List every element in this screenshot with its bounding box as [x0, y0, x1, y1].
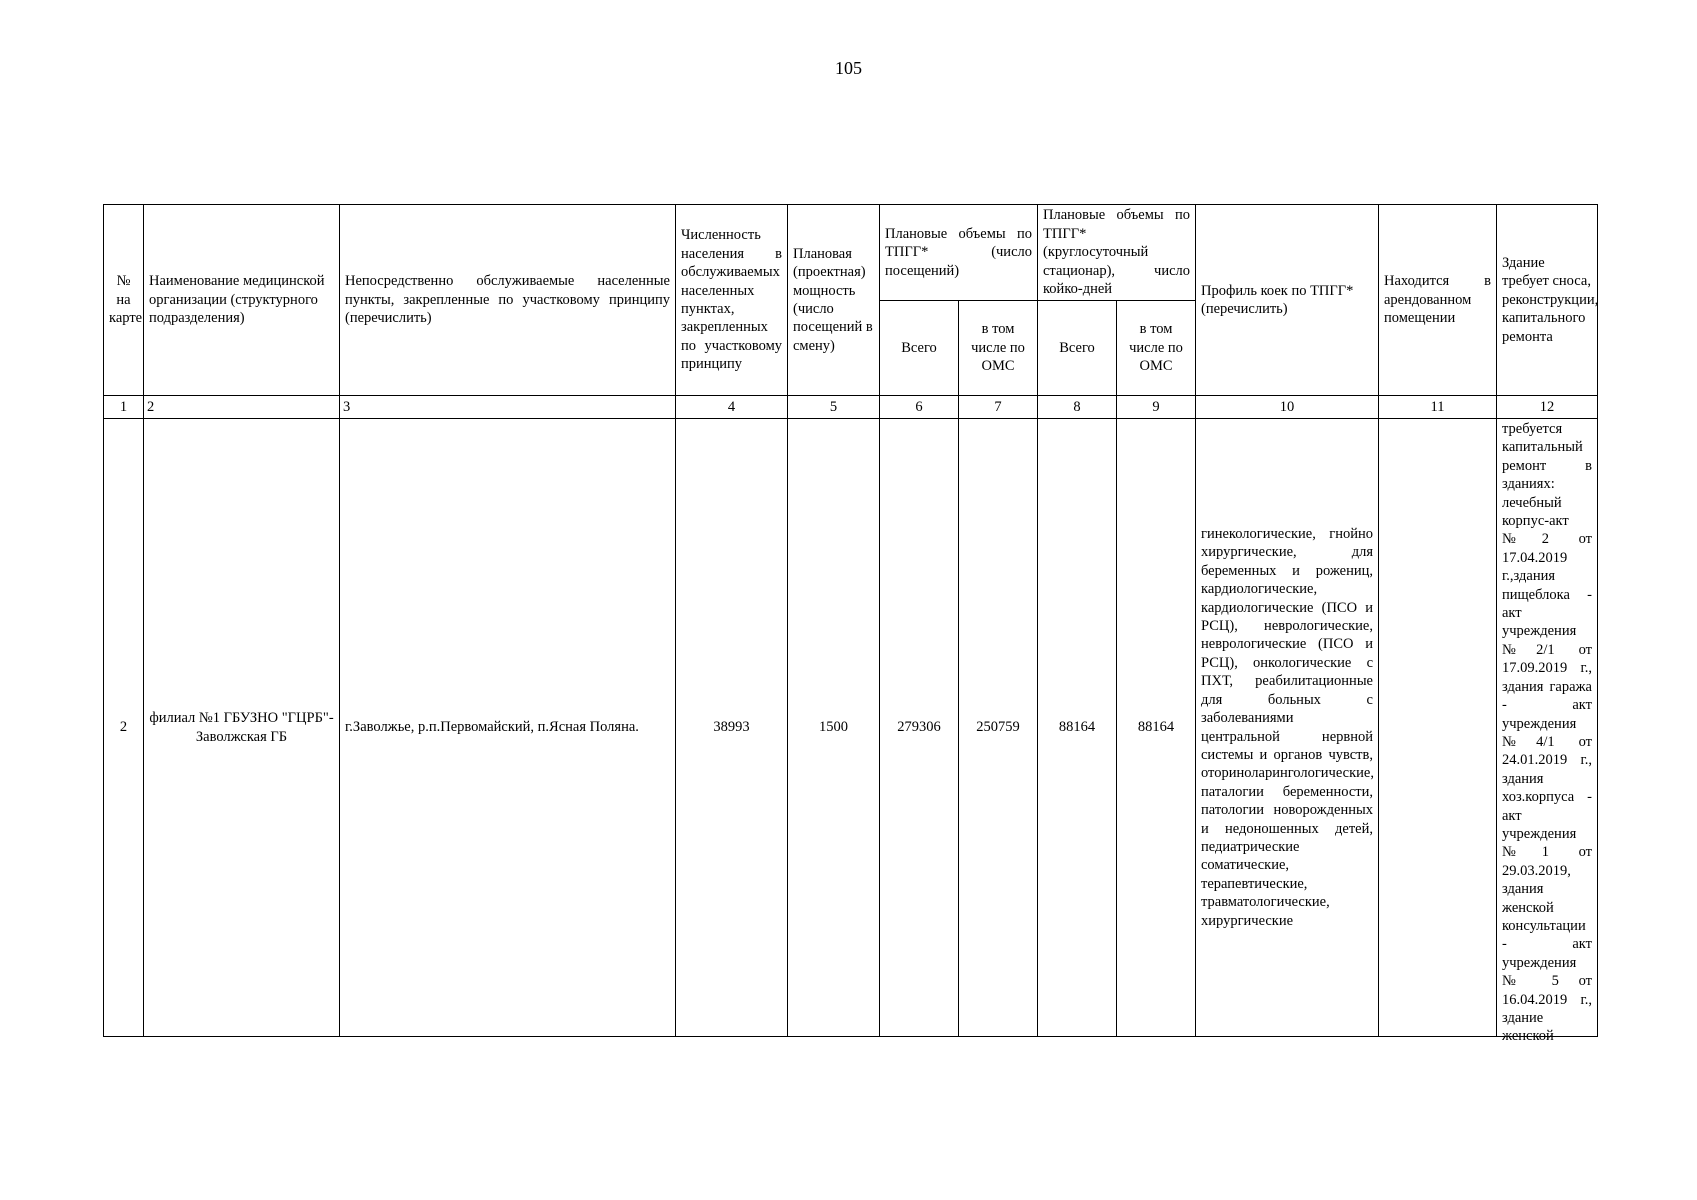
row-organization: филиал №1 ГБУЗНО "ГЦРБ"-Заволжская ГБ: [144, 419, 340, 1037]
row-bed-days-oms: 88164: [1117, 419, 1196, 1037]
column-number: 5: [788, 396, 880, 419]
header-planned-visits: Плановые объемы по ТПГГ* (число посещений): [880, 205, 1038, 301]
column-number: 9: [1117, 396, 1196, 419]
row-building-repair-cell: [1497, 419, 1598, 1045]
page-number: 105: [835, 58, 862, 78]
header-row: [104, 205, 1598, 301]
subheader-visits-total: Всего: [880, 301, 959, 396]
row-bed-profiles: гинекологические, гнойно хирургические, для беременных и рожениц, кардиологические, кардиологические (ПСО и РСЦ), неврологические, неврологические (ПСО и РСЦ), онкологические с ПХТ, реабилитационные для больных с заболеваниями центральной нервной системы и органов чувств, оториноларингологические, паталогии беременности, патологии новорожденных и недоношенных детей, педиатрические соматические, терапевтические, травматологические, хирургические: [1196, 419, 1379, 1037]
column-number: 1: [104, 396, 144, 419]
header-settlements: Непосредственно обслуживаемые населенные пункты, закрепленные по участковому принципу (перечислить): [340, 205, 676, 396]
column-number: 6: [880, 396, 959, 419]
row-building-repair: требуется капитальный ремонт в зданиях: лечебный корпус-акт №2 от 17.04.2019 г.,здания пищеблока - акт учреждения №2/1 от 17.09.2019 г., здания гаража - акт учреждения №4/1 от 24.01.2019 г., здания хоз.корпуса - акт учреждения №1 от 29.03.2019, здания женской консультации - акт учреждения № 5 от 16.04.2019 г., здание женской: [1502, 421, 1592, 1045]
column-number: 7: [959, 396, 1038, 419]
subheader-bed-days-oms: в том числе по ОМС: [1117, 301, 1196, 396]
column-number: 2: [144, 396, 340, 419]
header-bed-profiles: Профиль коек по ТПГГ* (перечислить): [1196, 205, 1379, 396]
row-capacity: 1500: [788, 419, 880, 1037]
column-number: 3: [340, 396, 676, 419]
column-number: 8: [1038, 396, 1117, 419]
facilities-table: [103, 204, 1599, 1045]
column-number: 10: [1196, 396, 1379, 419]
header-building-repair: Здание требует сноса, реконструкции, капитального ремонта: [1497, 205, 1598, 396]
row-visits-total: 279306: [880, 419, 959, 1037]
header-rented: Находится в арендованном помещении: [1379, 205, 1497, 396]
row-visits-oms: 250759: [959, 419, 1038, 1037]
row-population: 38993: [676, 419, 788, 1037]
subheader-bed-days-total: Всего: [1038, 301, 1117, 396]
table-row: [104, 419, 1598, 1037]
header-map-number: № на карте: [104, 205, 144, 396]
row-rented: [1379, 419, 1497, 1037]
column-number: 12: [1497, 396, 1598, 419]
header-capacity: Плановая (проектная) мощность (число посещений в смену): [788, 205, 880, 396]
row-map-number: 2: [104, 419, 144, 1037]
row-bed-days-total: 88164: [1038, 419, 1117, 1037]
column-number-row: [104, 396, 1598, 419]
header-planned-bed-days: Плановые объемы по ТПГГ* (круглосуточный стационар), число койко-дней: [1038, 205, 1196, 301]
row-settlements: г.Заволжье, р.п.Первомайский, п.Ясная Поляна.: [340, 419, 676, 1037]
subheader-visits-oms: в том числе по ОМС: [959, 301, 1038, 396]
header-population: Численность населения в обслуживаемых населенных пунктах, закрепленных по участковому принципу: [676, 205, 788, 396]
column-number: 4: [676, 396, 788, 419]
column-number: 11: [1379, 396, 1497, 419]
header-organization: Наименование медицинской организации (структурного подразделения): [144, 205, 340, 396]
